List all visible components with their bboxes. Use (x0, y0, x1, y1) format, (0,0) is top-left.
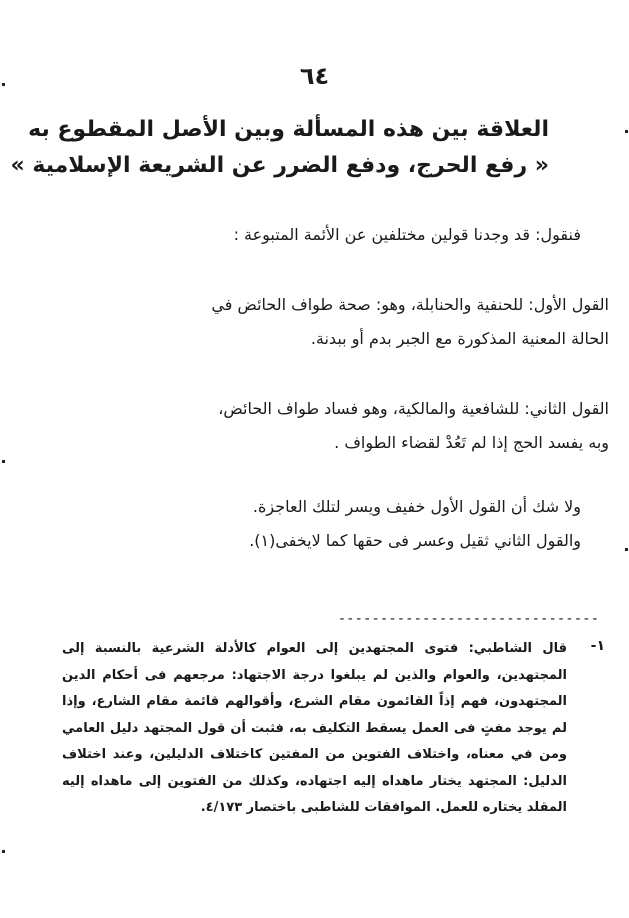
scan-edge-mark (2, 460, 5, 463)
second-opinion-line-2: وبه يفسد الحج إذا لم تَعُدْ لقضاء الطواف . (334, 433, 609, 452)
intro-paragraph (234, 218, 581, 252)
first-opinion-line-1: القول الأول: للحنفية والحنابلة، وهو: صحة طواف الحائض في (211, 295, 609, 314)
page-number: ٦٤ (299, 62, 330, 90)
section-title-line-1: العلاقة بين هذه المسألة وبين الأصل المقطوع به (28, 117, 549, 142)
second-opinion-line-1: القول الثاني: للشافعية والمالكية، وهو فساد طواف الحائض، (218, 399, 609, 418)
scan-edge-mark (2, 850, 5, 853)
conclusion-line-2: والقول الثاني ثقيل وعسر فى حقها كما لايخفى(١). (249, 531, 581, 550)
footnote-marker: ١- (590, 638, 605, 654)
scan-edge-mark (625, 548, 628, 551)
conclusion-paragraph (249, 490, 581, 558)
second-opinion-paragraph (218, 392, 609, 460)
footnote-separator: ------------------------------- (337, 614, 599, 624)
scan-edge-mark (2, 83, 5, 86)
intro-line: فنقول: قد وجدنا قولين مختلفين عن الأئمة المتبوعة : (233, 225, 581, 244)
first-opinion-paragraph (211, 288, 609, 356)
scan-edge-mark (625, 130, 628, 133)
section-title (10, 112, 549, 184)
first-opinion-line-2: الحالة المعنية المذكورة مع الجبر بدم أو ببدنة. (310, 329, 609, 348)
section-title-line-2: « رفع الحرج، ودفع الضرر عن الشريعة الإسلامية » (10, 153, 549, 178)
conclusion-line-1: ولا شك أن القول الأول خفيف ويسر لتلك العاجزة. (252, 497, 581, 516)
footnote-text: قال الشاطبي: فتوى المجتهدين إلى العوام كالأدلة الشرعية بالنسبة إلى المجتهدين، والعوام والذين لم يبلغوا درجة الاجتهاد: مرجعهم فى أحكام الدين المجتهدون، فهم إذاً القائمون مقام الشرع، وأقوالهم قائمة مقام الشارع، وإذا لم يوجد مفتٍ فى العمل يسقط التكليف به، فثبت أن قول المجتهد دليل العامي ومن في معناه، واختلاف الفتوين من المفتين كاختلاف الدليلين، وعند اختلاف الدليل: المجتهد يختار ماهداه إليه اجتهاده، وكذلك من الفتوين إلى ماهداه إليه المقلد يختاره للعمل. الموافقات للشاطبى باختصار ٤/١٧٣. (62, 641, 567, 815)
